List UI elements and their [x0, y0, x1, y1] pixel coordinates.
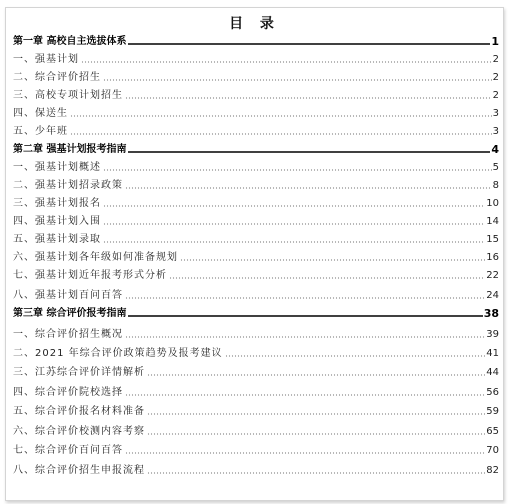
toc-page-number: 65	[486, 426, 499, 437]
toc-entry[interactable]	[13, 48, 499, 66]
toc-page-number: 2	[492, 54, 499, 65]
toc-entry[interactable]	[13, 342, 499, 360]
dot-leader	[169, 277, 485, 279]
dot-leader	[81, 61, 492, 63]
dot-leader	[147, 413, 485, 415]
toc-entry[interactable]	[13, 459, 499, 477]
dot-leader	[125, 297, 485, 299]
dot-leader	[103, 169, 492, 171]
toc-chapter-1[interactable]	[13, 30, 499, 48]
toc-entry[interactable]	[13, 156, 499, 174]
toc-entry-label: 七、强基计划近年报考形式分析	[13, 270, 167, 281]
toc-entry-label: 四、保送生	[13, 108, 68, 119]
toc-page-number: 56	[486, 387, 499, 398]
toc-entry[interactable]	[13, 102, 499, 120]
toc-entry-label: 二、综合评价招生	[13, 72, 101, 83]
dot-leader	[125, 394, 485, 396]
toc-entry[interactable]	[13, 361, 499, 379]
dot-leader	[103, 223, 485, 225]
toc-page-number: 3	[492, 126, 499, 137]
toc-entry-label: 四、综合评价院校选择	[13, 387, 123, 398]
toc-entry[interactable]	[13, 210, 499, 228]
toc-entry-label: 一、强基计划概述	[13, 162, 101, 173]
toc-page-number: 24	[486, 290, 499, 301]
toc-entry[interactable]	[13, 284, 499, 302]
toc-page-number: 14	[486, 216, 499, 227]
toc-page-number: 16	[486, 252, 499, 263]
toc-page-number: 3	[492, 108, 499, 119]
toc-entry-label: 一、强基计划	[13, 54, 79, 65]
dot-leader	[70, 133, 492, 135]
toc-entry-label: 六、综合评价校测内容考察	[13, 426, 145, 437]
toc-entry[interactable]	[13, 400, 499, 418]
toc-chapter-2[interactable]	[13, 138, 499, 156]
dot-leader	[147, 472, 485, 474]
toc-entry-label: 三、高校专项计划招生	[13, 90, 123, 101]
toc-entry-label: 五、综合评价报名材料准备	[13, 406, 145, 417]
dot-leader	[70, 115, 492, 117]
document-page	[5, 7, 504, 501]
toc-page-number: 82	[486, 465, 499, 476]
toc-page-number: 38	[483, 307, 499, 320]
dot-leader	[147, 374, 485, 376]
toc-page-number: 39	[486, 329, 499, 340]
toc-chapter-3[interactable]	[13, 302, 499, 320]
toc-entry[interactable]	[13, 264, 499, 282]
toc-page-number: 2	[492, 72, 499, 83]
toc-entry-label: 五、少年班	[13, 126, 68, 137]
dot-leader	[128, 151, 490, 153]
toc-entry-label: 三、强基计划报名	[13, 198, 101, 209]
dot-leader	[103, 241, 485, 243]
toc-page-number: 70	[486, 445, 499, 456]
dot-leader	[147, 433, 485, 435]
toc-page-number: 5	[492, 162, 499, 173]
toc-page-number: 1	[491, 35, 499, 48]
toc-entry-label: 六、强基计划各年级如何准备规划	[13, 252, 178, 263]
toc-entry[interactable]	[13, 439, 499, 457]
toc-entry[interactable]	[13, 120, 499, 138]
dot-leader	[125, 336, 485, 338]
toc-entry-label: 八、强基计划百问百答	[13, 290, 123, 301]
toc-entry-label: 四、强基计划入围	[13, 216, 101, 227]
toc-entry-label: 三、江苏综合评价详情解析	[13, 367, 145, 378]
toc-entry-label: 七、综合评价百问百答	[13, 445, 123, 456]
dot-leader	[128, 43, 490, 45]
toc-entry-label: 第三章 综合评价报考指南	[13, 308, 127, 319]
dot-leader	[180, 259, 485, 261]
toc-page-number: 10	[486, 198, 499, 209]
toc-entry-label: 八、综合评价招生申报流程	[13, 465, 145, 476]
toc-page-number: 41	[486, 348, 499, 359]
dot-leader	[103, 205, 485, 207]
dot-leader	[128, 315, 482, 317]
dot-leader	[125, 97, 492, 99]
toc-entry-label: 第一章 高校自主选拔体系	[13, 36, 127, 47]
toc-entry[interactable]	[13, 66, 499, 84]
toc-page-number: 59	[486, 406, 499, 417]
toc-page-number: 8	[492, 180, 499, 191]
toc-page-number: 15	[486, 234, 499, 245]
toc-entry[interactable]	[13, 192, 499, 210]
toc-page-number: 44	[486, 367, 499, 378]
dot-leader	[225, 355, 486, 357]
dot-leader	[125, 187, 492, 189]
toc-entry-label: 第二章 强基计划报考指南	[13, 144, 127, 155]
toc-page-number: 2	[492, 90, 499, 101]
dot-leader	[125, 452, 485, 454]
toc-entry-label: 一、综合评价招生概况	[13, 329, 123, 340]
toc-entry[interactable]	[13, 246, 499, 264]
toc-page-number: 22	[486, 270, 499, 281]
toc-entry-label: 五、强基计划录取	[13, 234, 101, 245]
toc-entry[interactable]	[13, 228, 499, 246]
toc-entry-label: 二、强基计划招录政策	[13, 180, 123, 191]
toc-entry[interactable]	[13, 420, 499, 438]
toc-title: 目 录	[229, 16, 280, 32]
toc-entry[interactable]	[13, 174, 499, 192]
toc-entry[interactable]	[13, 381, 499, 399]
toc-entry-label: 二、2021 年综合评价政策趋势及报考建议	[13, 348, 223, 359]
toc-entry[interactable]	[13, 323, 499, 341]
toc-entry[interactable]	[13, 84, 499, 102]
toc-page-number: 4	[491, 143, 499, 156]
dot-leader	[103, 79, 492, 81]
